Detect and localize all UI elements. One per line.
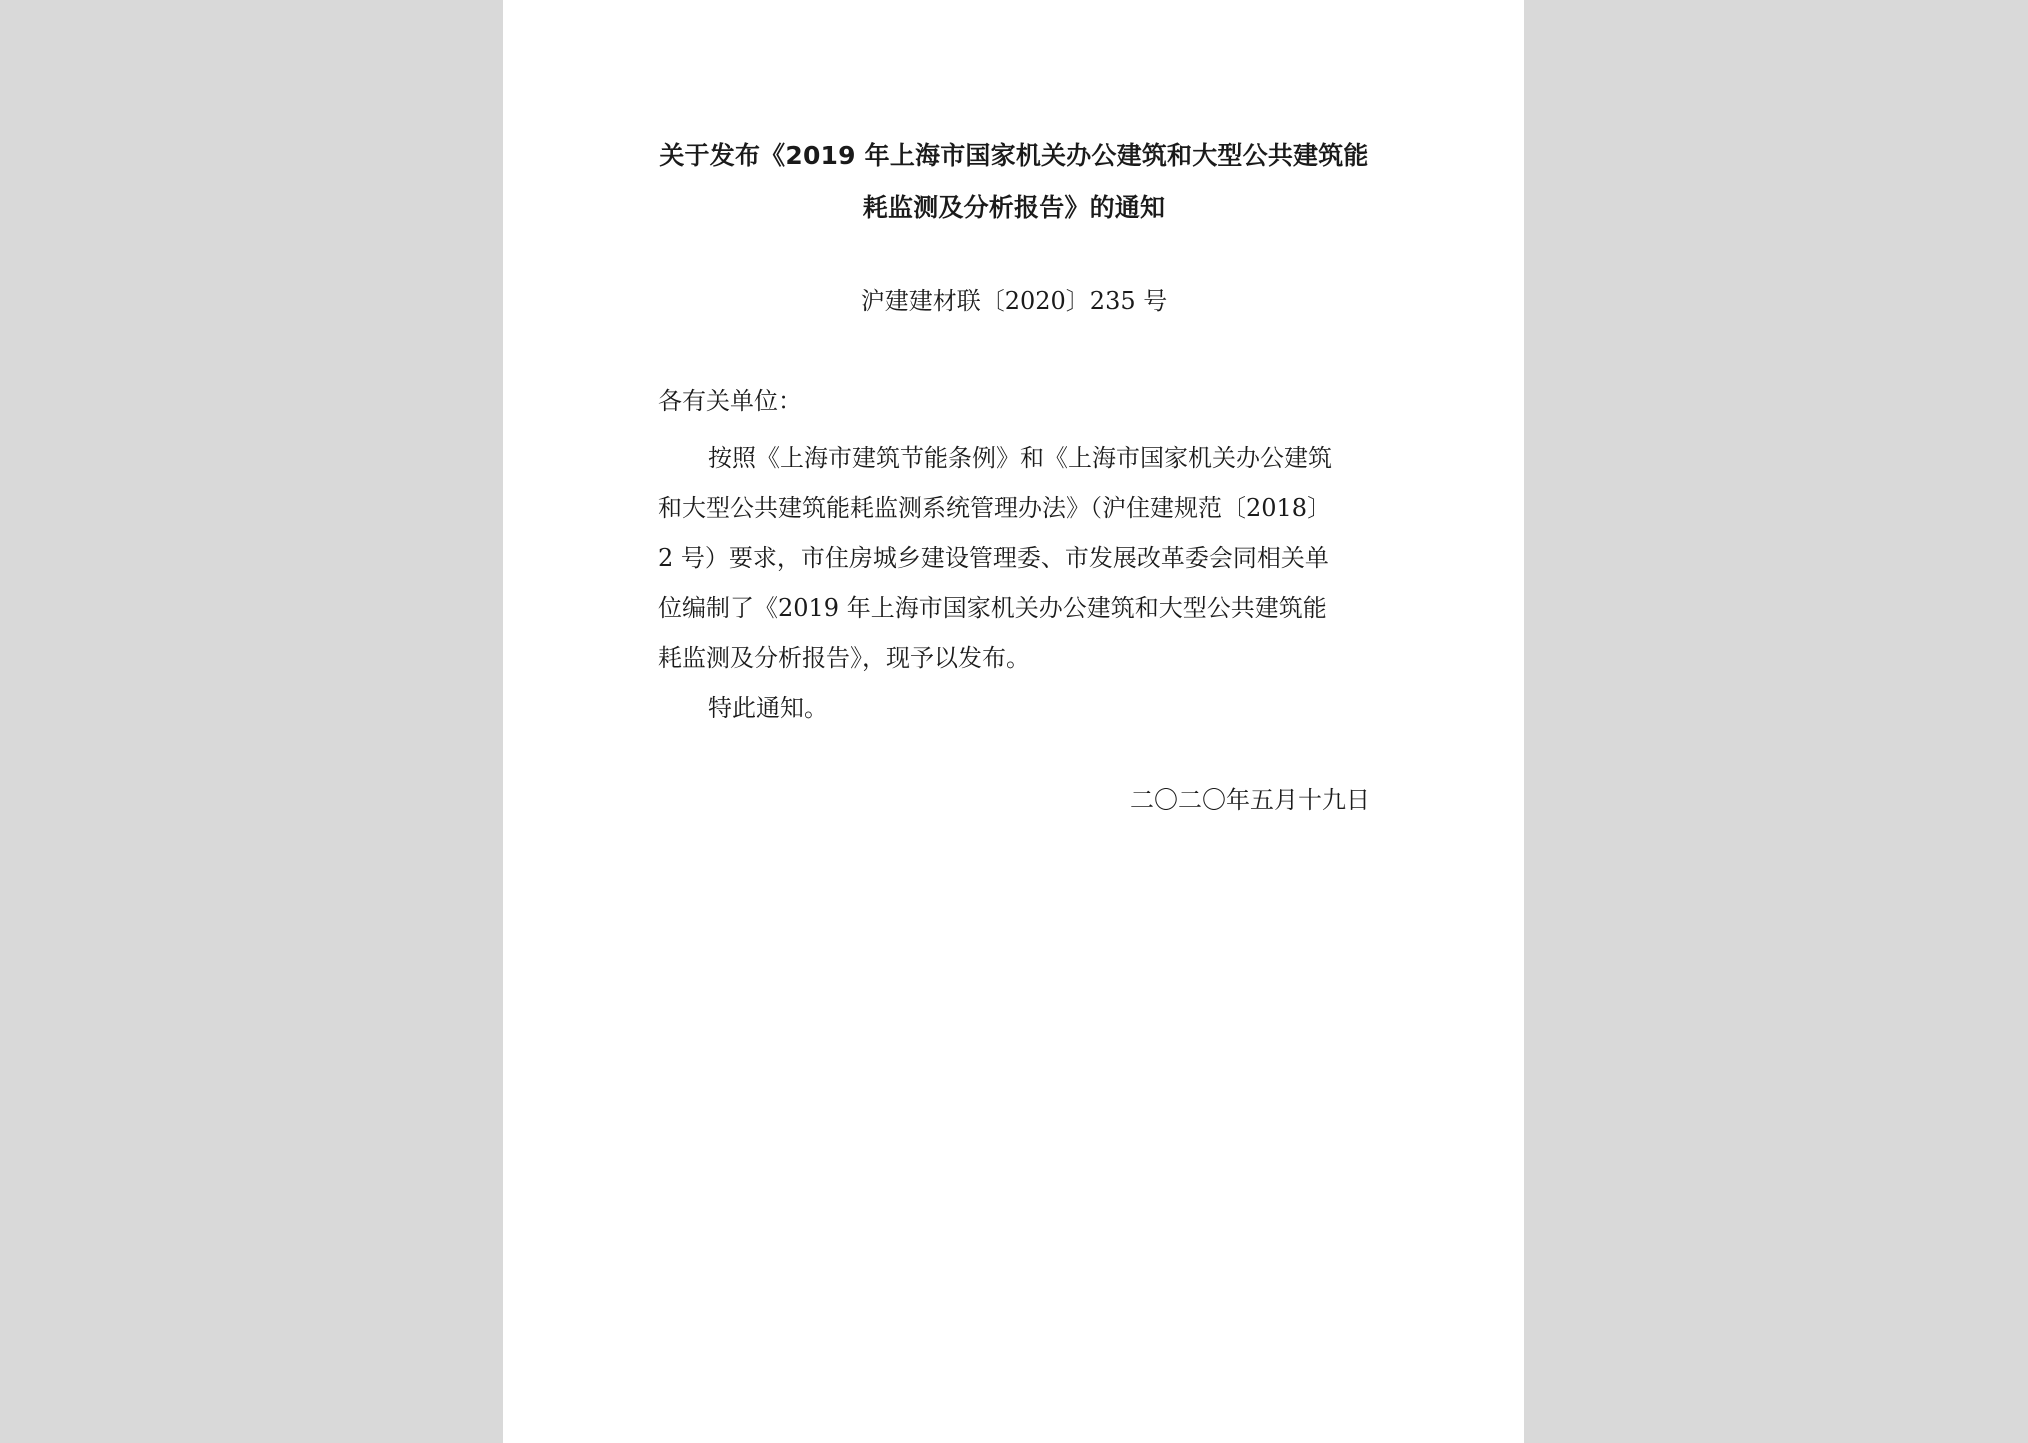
body-text bbox=[658, 433, 1370, 733]
document-page bbox=[503, 0, 1524, 1443]
document-number: 沪建建材联〔2020〕235 号 bbox=[860, 287, 1168, 315]
document-date: 二〇二〇年五月十九日 bbox=[1130, 786, 1370, 814]
title-line-1: 关于发布《2019 年上海市国家机关办公建筑和大型公共建筑能 bbox=[659, 141, 1369, 170]
salutation: 各有关单位： bbox=[658, 387, 802, 415]
document-title bbox=[658, 130, 1370, 234]
body-line: 耗监测及分析报告》，现予以发布。 bbox=[658, 644, 1030, 672]
body-line: 位编制了《2019 年上海市国家机关办公建筑和大型公共建筑能 bbox=[658, 594, 1327, 622]
body-line: 2 号）要求，市住房城乡建设管理委、市发展改革委会同相关单 bbox=[658, 544, 1329, 572]
closing-line: 特此通知。 bbox=[708, 694, 828, 722]
body-line: 按照《上海市建筑节能条例》和《上海市国家机关办公建筑 bbox=[708, 444, 1332, 472]
title-line-2: 耗监测及分析报告》的通知 bbox=[862, 193, 1166, 222]
body-line: 和大型公共建筑能耗监测系统管理办法》（沪住建规范〔2018〕 bbox=[658, 494, 1332, 522]
